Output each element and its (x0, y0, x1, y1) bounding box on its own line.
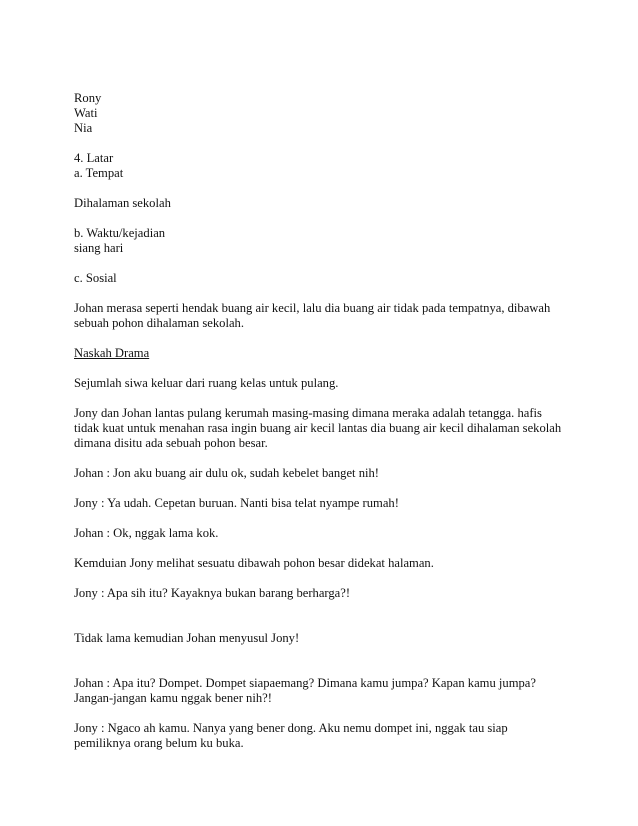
paragraph-line: siang hari (74, 241, 124, 255)
script-title: Naskah Drama (74, 346, 150, 360)
dialogue-line: Jony : Ya udah. Cepetan buruan. Nanti bisa telat nyampe rumah! (74, 496, 399, 510)
character-name: Wati (74, 106, 98, 120)
dialogue-line: Johan : Apa itu? Dompet. Dompet siapaemang? Dimana kamu jumpa? Kapan kamu jumpa? (74, 676, 536, 690)
dialogue-line: Jony : Ngaco ah kamu. Nanya yang bener dong. Aku nemu dompet ini, nggak tau siap (74, 721, 508, 735)
subsection-heading: a. Tempat (74, 166, 124, 180)
character-name: Nia (74, 121, 93, 135)
character-name: Rony (74, 91, 102, 105)
paragraph-line: dimana disitu ada sebuah pohon besar. (74, 436, 268, 450)
paragraph-line: Dihalaman sekolah (74, 196, 171, 210)
paragraph-line: Kemduian Jony melihat sesuatu dibawah pohon besar didekat halaman. (74, 556, 434, 570)
dialogue-line: Johan : Jon aku buang air dulu ok, sudah kebelet banget nih! (74, 466, 379, 480)
paragraph-line: Jony dan Johan lantas pulang kerumah masing-masing dimana meraka adalah tetangga. hafis (74, 406, 542, 420)
subsection-heading: c. Sosial (74, 271, 117, 285)
paragraph-line: Tidak lama kemudian Johan menyusul Jony! (74, 631, 300, 645)
paragraph-line: Johan merasa seperti hendak buang air kecil, lalu dia buang air tidak pada tempatnya, dibawah (74, 301, 551, 315)
dialogue-line: Jangan-jangan kamu nggak bener nih?! (74, 691, 272, 705)
paragraph-line: tidak kuat untuk menahan rasa ingin buang air kecil lantas dia buang air kecil dihalaman sekolah (74, 421, 562, 435)
paragraph-line: Sejumlah siwa keluar dari ruang kelas untuk pulang. (74, 376, 339, 390)
section-heading: 4. Latar (74, 151, 114, 165)
dialogue-line: Jony : Apa sih itu? Kayaknya bukan barang berharga?! (74, 586, 351, 600)
subsection-heading: b. Waktu/kejadian (74, 226, 166, 240)
dialogue-line: Johan : Ok, nggak lama kok. (74, 526, 219, 540)
dialogue-line: pemiliknya orang belum ku buka. (74, 736, 244, 750)
paragraph-line: sebuah pohon dihalaman sekolah. (74, 316, 244, 330)
